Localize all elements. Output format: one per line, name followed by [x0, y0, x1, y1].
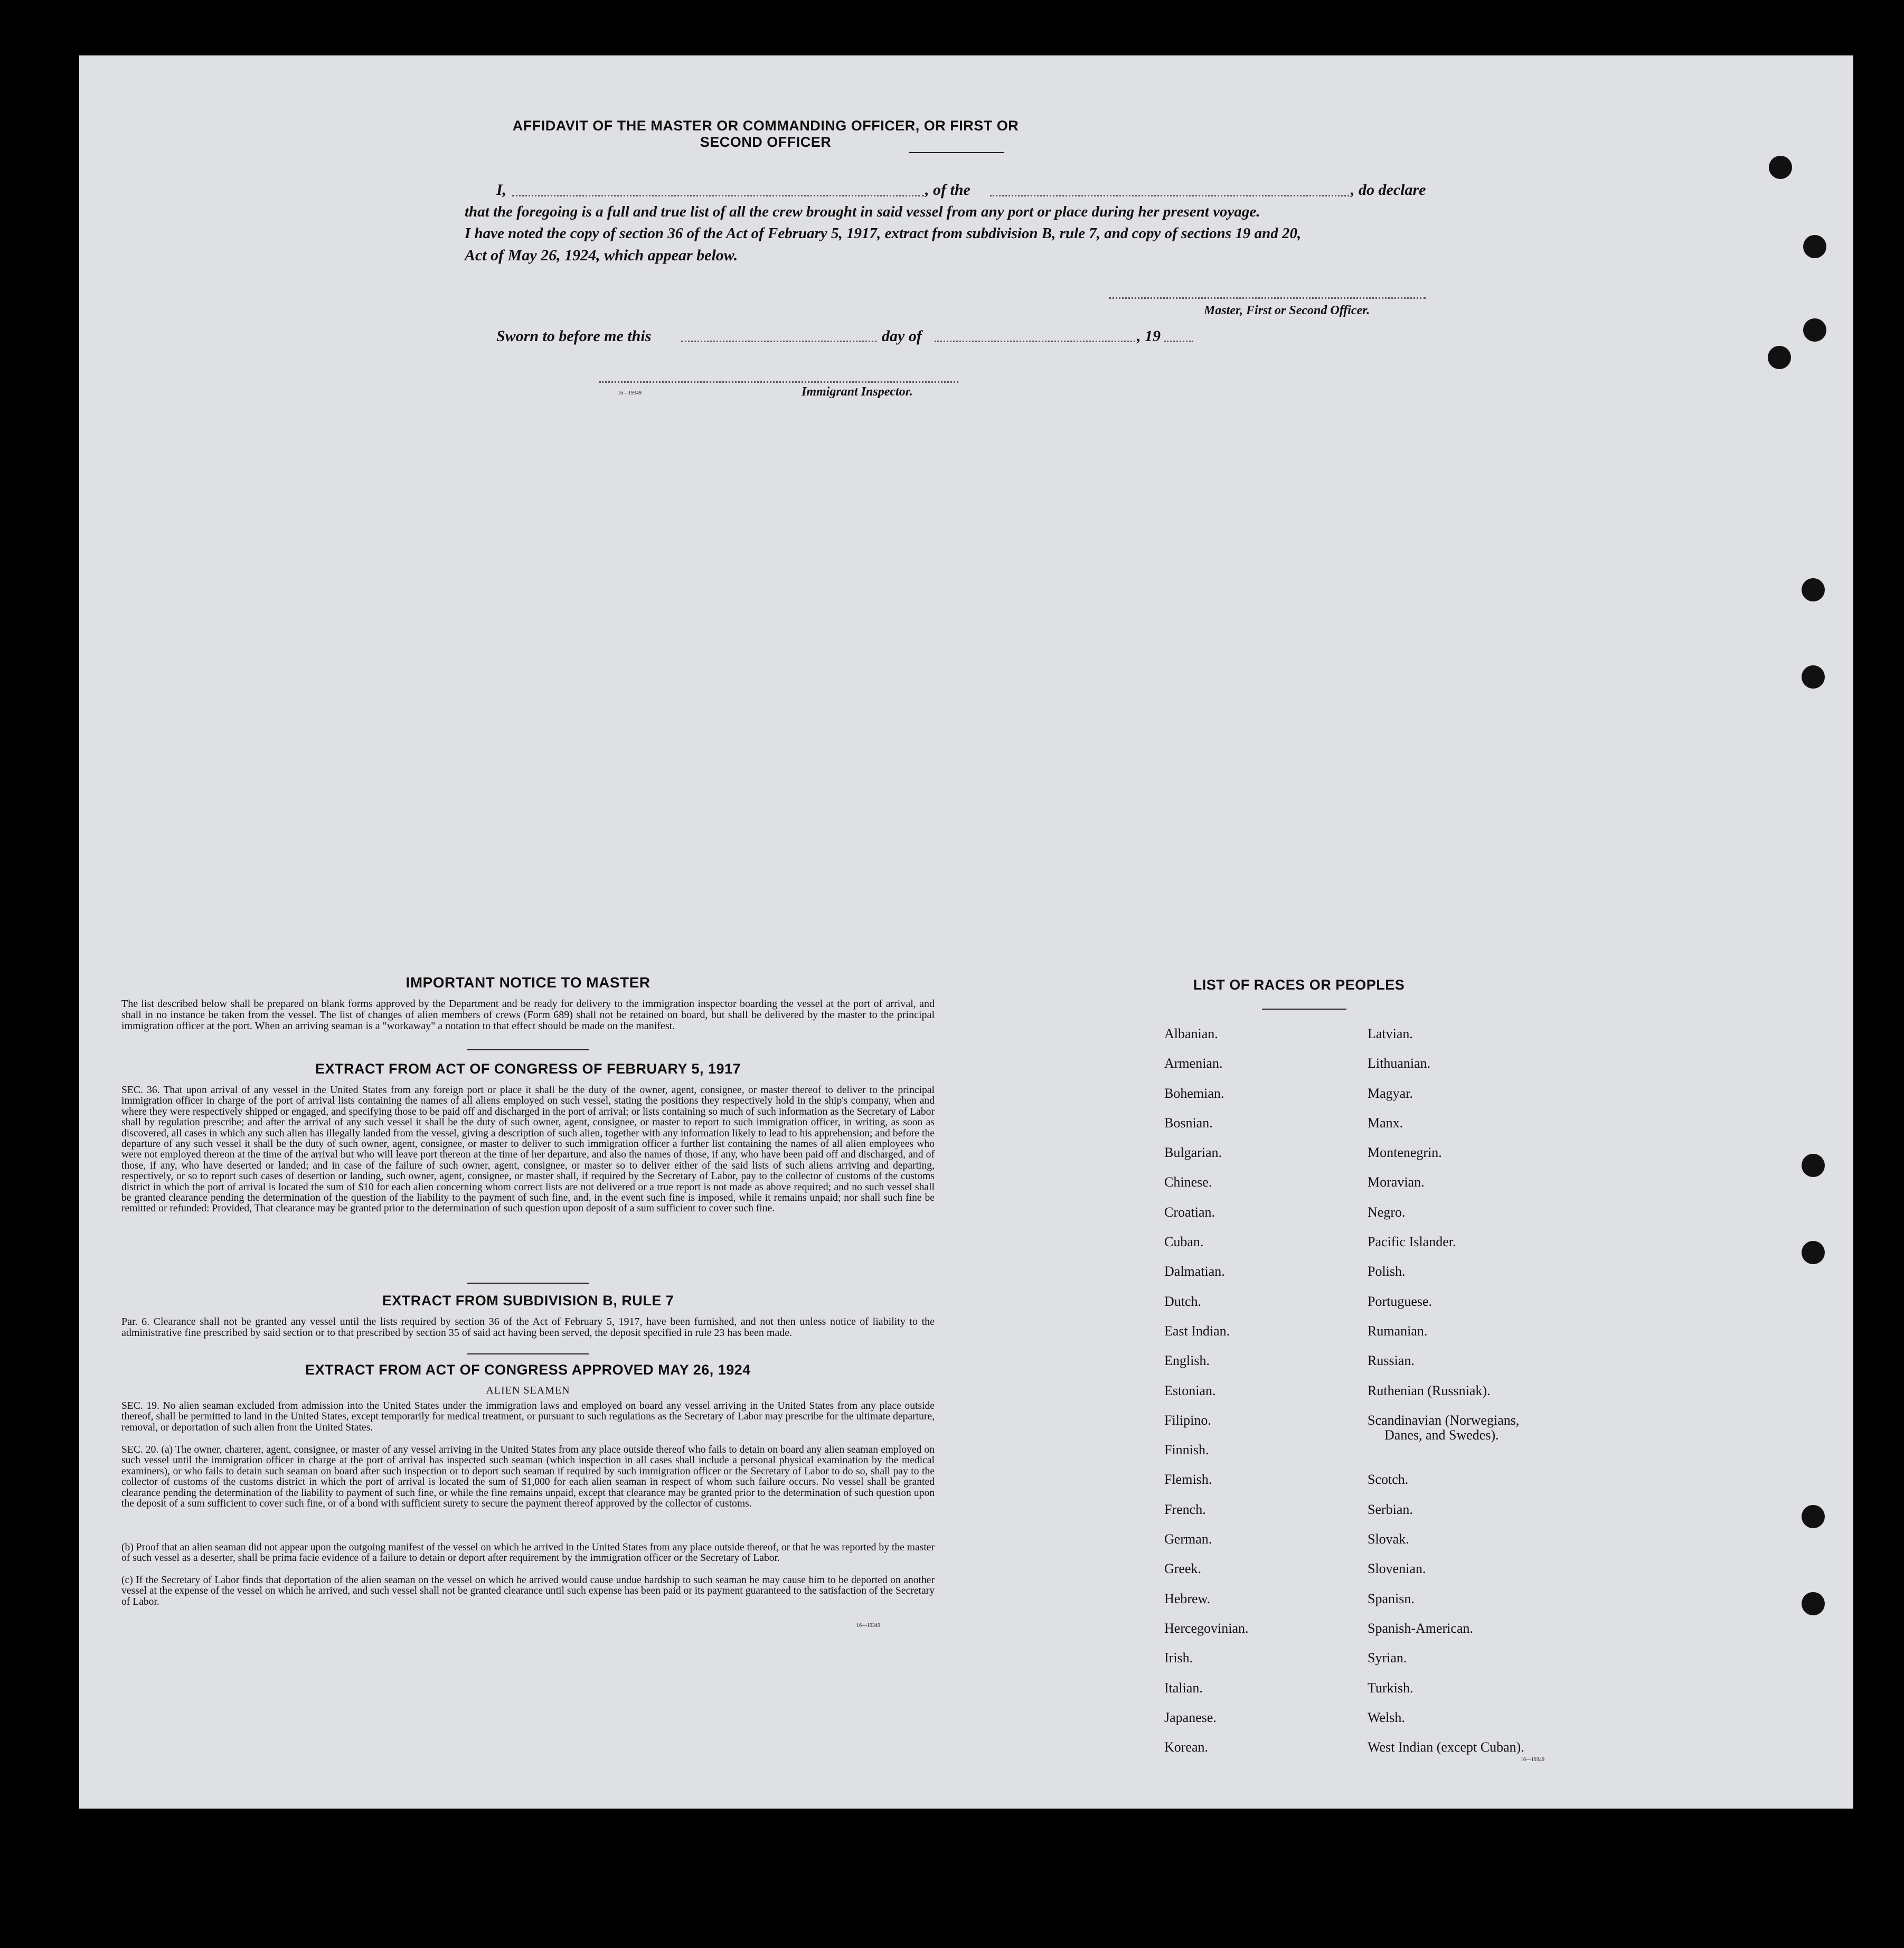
- races-left-column: [1164, 1026, 1323, 1769]
- race-item: Albanian.: [1164, 1026, 1218, 1041]
- punch-hole: [1803, 235, 1826, 258]
- races-divider: [1262, 1009, 1346, 1010]
- race-item: Finnish.: [1164, 1442, 1209, 1458]
- year-text: , 19: [1137, 327, 1161, 345]
- inspector-blank: [599, 381, 958, 383]
- title-divider: [909, 152, 1004, 153]
- race-item: Welsh.: [1368, 1709, 1405, 1725]
- sworn-text: Sworn to before me this: [496, 327, 652, 345]
- affidavit-form-number: 16—19349: [618, 390, 642, 396]
- race-item: Slovenian.: [1368, 1561, 1426, 1577]
- extract-1917-body: SEC. 36. That upon arrival of any vessel in the United States from any foreign port or place it shall be the duty of the owner, agent, consignee, or master thereof to deliver to the principal immigration officer in charge of the port of arrival lists containing the names of all aliens employed on such vessel, stating the positions they respectively hold in the ship's company, when and where they were respectively shipped or engaged, and specifying those to be paid off and discharged in the port of arrival; or lists containing so much of such information as the Secretary of Labor shall by regulation prescribe; and after the arrival of any such vessel it shall be the duty of such owner, agent, consignee, or master to report to such immigration officer, in writing, as soon as discovered, all cases in which any such alien has illegally landed from the vessel, giving a description of such alien, together with any information likely to lead to his apprehension; and before the departure of any such vessel it shall be the duty of such owner, agent, consignee, or master to deliver to such immigration officer a further list containing the names of all alien employees who were not employed thereon at the time of the arrival but who will leave port thereon at the time of her departure, and also the names of those, if any, who have been paid off and discharged, and of those, if any, who have deserted or landed; and in case of the failure of such owner, agent, consignee, or master so to deliver either of the said lists of such aliens arriving and departing, respectively, or so to report such cases of desertion or landing, such owner, agent, consignee, or master shall, if required by the Secretary of Labor, pay to the collector of customs of the customs district in which the port of arrival is located the sum of $10 for each alien concerning whom correct lists are not delivered or a true report is not made as above required; and no such vessel shall be granted clearance pending the determination of the question of the liability to the payment of such fine, and, in the event such fine is imposed, while it remains unpaid; nor shall such fine be remitted or refunded: Provided, That clearance may be granted prior to the determination of such question upon deposit of a sum sufficient to cover such fine.: [121, 1085, 935, 1215]
- race-item: Lithuanian.: [1368, 1056, 1431, 1071]
- affidavit-of-the: , of the: [925, 181, 970, 199]
- affidavit-line-4: Act of May 26, 1924, which appear below.: [465, 247, 738, 264]
- race-item: German.: [1164, 1531, 1212, 1547]
- year-blank: [1164, 341, 1193, 342]
- race-item: Latvian.: [1368, 1026, 1413, 1041]
- punch-hole: [1803, 318, 1826, 342]
- race-item: West Indian (except Cuban).: [1368, 1739, 1524, 1755]
- race-item: Danes, and Swedes).: [1384, 1427, 1499, 1443]
- punch-hole: [1769, 156, 1792, 179]
- race-item: Moravian.: [1368, 1174, 1425, 1190]
- race-item: English.: [1164, 1353, 1210, 1369]
- punch-hole: [1768, 346, 1791, 369]
- signature-caption: Master, First or Second Officer.: [1204, 304, 1370, 317]
- race-item: Bulgarian.: [1164, 1145, 1222, 1161]
- punch-hole: [1802, 1241, 1825, 1264]
- sec-20-c: (c) If the Secretary of Labor finds that deportation of the alien seaman on the vessel on which he arrived would cause undue hardship to such seaman he may cause him to be deported on another vessel at the expense of the vessel on which he arrived, and such vessel shall not be granted clearance until such expense has been paid or its payment guaranteed to the satisfaction of the Secretary of Labor.: [121, 1575, 935, 1607]
- affidavit-declare: , do declare: [1351, 181, 1426, 199]
- race-item: Negro.: [1368, 1204, 1406, 1220]
- extract-1917-title: EXTRACT FROM ACT OF CONGRESS OF FEBRUARY 5, 1917: [315, 1061, 741, 1077]
- race-item: Dalmatian.: [1164, 1264, 1225, 1279]
- name-blank: [512, 195, 924, 196]
- punch-hole: [1802, 1154, 1825, 1177]
- race-item: Filipino.: [1164, 1412, 1211, 1428]
- subdivision-b-body: Par. 6. Clearance shall not be granted any vessel until the lists required by section 36 of the Act of February 5, 1917, have been furnished, and not then unless notice of liability to the administrative fine prescribed by said section or to that prescribed by section 35 of said act having been served, the deposit specified in rule 23 has been made.: [121, 1316, 935, 1339]
- race-item: Estonian.: [1164, 1382, 1216, 1398]
- vessel-blank: [990, 195, 1349, 196]
- alien-seamen-subtitle: ALIEN SEAMEN: [486, 1385, 570, 1396]
- sworn-line: [496, 327, 1288, 349]
- month-blank: [935, 341, 1135, 342]
- race-item: Croatian.: [1164, 1204, 1215, 1220]
- extract-1924-title: EXTRACT FROM ACT OF CONGRESS APPROVED MAY 26, 1924: [305, 1362, 751, 1378]
- punch-hole: [1802, 578, 1825, 601]
- race-item: Irish.: [1164, 1650, 1193, 1666]
- race-item: Cuban.: [1164, 1234, 1204, 1250]
- day-of-text: day of: [882, 327, 922, 345]
- race-item: Magyar.: [1368, 1085, 1413, 1101]
- notice-divider: [467, 1049, 589, 1050]
- race-item: Rumanian.: [1368, 1323, 1428, 1339]
- day-blank: [681, 341, 876, 342]
- race-item: Polish.: [1368, 1264, 1406, 1279]
- race-item: Russian.: [1368, 1353, 1415, 1369]
- races-right-column: [1368, 1026, 1600, 1769]
- race-item: Armenian.: [1164, 1056, 1223, 1071]
- race-item: Hercegovinian.: [1164, 1620, 1249, 1636]
- race-item: French.: [1164, 1501, 1206, 1517]
- race-item: Japanese.: [1164, 1709, 1217, 1725]
- races-form-number: 16—19349: [1521, 1757, 1544, 1763]
- race-item: Korean.: [1164, 1739, 1209, 1755]
- race-item: Greek.: [1164, 1561, 1202, 1577]
- race-item: Dutch.: [1164, 1293, 1202, 1309]
- punch-hole: [1802, 1505, 1825, 1528]
- subdivision-b-title: EXTRACT FROM SUBDIVISION B, RULE 7: [382, 1293, 674, 1309]
- sec-19: SEC. 19. No alien seaman excluded from admission into the United States under the immigration laws and employed on board any vessel arriving in the United States from any place outside thereof, shall be permitted to land in the United States, except temporarily for medical treatment, or pursuant to such regulations as the Secretary of Labor may prescribe for the ultimate departure, removal, or deportation of such alien from the United States.: [121, 1400, 935, 1433]
- document-sheet: [79, 55, 1853, 1809]
- race-item: Serbian.: [1368, 1501, 1413, 1517]
- race-item: Syrian.: [1368, 1650, 1407, 1666]
- race-item: Pacific Islander.: [1368, 1234, 1456, 1250]
- races-title: LIST OF RACES OR PEOPLES: [1193, 977, 1405, 993]
- sec-20-b: (b) Proof that an alien seaman did not appear upon the outgoing manifest of the vessel on which he arrived in the United States from any place outside thereof, or that he was reported by the master of such vessel as a deserter, shall be prima facie evidence of a failure to detain or deport after requirement by the immigration officer or the Secretary of Labor.: [121, 1542, 935, 1564]
- race-item: Flemish.: [1164, 1472, 1212, 1488]
- sec-20-a: SEC. 20. (a) The owner, charterer, agent, consignee, or master of any vessel arriving in the United States from any place outside thereof who fails to detain on board any alien seaman employed on such vessel until the immigration officer in charge at the port of arrival has inspected such seaman (which inspection in all cases shall include a personal physical examination by the medical examiners), or who fails to detain such seaman on board after such inspection or to deport such seaman if required by such immigration officer or the Secretary of Labor to do so, shall pay to the collector of customs of the customs district in which the port of arrival is located the sum of $1,000 for each alien seaman in respect of whom such failure occurs. No vessel shall be granted clearance pending the determination of the liability to payment of such fine, or while the fine remains unpaid, except that clearance may be granted prior to the determination of such question upon the deposit of a sum sufficient to cover such fine, or of a bond with sufficient surety to secure the payment thereof approved by the collector of customs.: [121, 1444, 935, 1510]
- extract-form-number: 16—19349: [856, 1623, 880, 1629]
- race-item: Scotch.: [1368, 1472, 1409, 1488]
- race-item: Spanish-American.: [1368, 1620, 1474, 1636]
- race-item: Scandinavian (Norwegians,: [1368, 1412, 1520, 1428]
- notice-title: IMPORTANT NOTICE TO MASTER: [406, 974, 651, 991]
- race-item: Ruthenian (Russniak).: [1368, 1382, 1491, 1398]
- race-item: Slovak.: [1368, 1531, 1409, 1547]
- signature-blank: [1109, 297, 1426, 299]
- race-item: Italian.: [1164, 1680, 1203, 1696]
- affidavit-i: I,: [496, 181, 507, 199]
- race-item: Hebrew.: [1164, 1591, 1211, 1606]
- race-item: East Indian.: [1164, 1323, 1230, 1339]
- race-item: Spanisn.: [1368, 1591, 1415, 1606]
- race-item: Montenegrin.: [1368, 1145, 1442, 1161]
- affidavit-line-1: [496, 181, 1447, 202]
- affidavit-line-2: that the foregoing is a full and true list of all the crew brought in said vessel from any port or place during her present voyage.: [465, 203, 1260, 220]
- notice-body: The list described below shall be prepared on blank forms approved by the Department and be ready for delivery to the immigration inspector boarding the vessel at the port of arrival, and shall in no instance be taken from the vessel. The list of changes of alien members of crews (Form 689) shall not be retained on board, but shall be delivered by the master to the principal immigration officer at the port. When an arriving seaman is a "workaway" a notation to that effect should be made on the manifest.: [121, 998, 935, 1032]
- race-item: Bosnian.: [1164, 1115, 1213, 1131]
- extract-1917-divider: [467, 1283, 589, 1284]
- punch-hole: [1802, 665, 1825, 689]
- race-item: Chinese.: [1164, 1174, 1212, 1190]
- race-item: Portuguese.: [1368, 1293, 1432, 1309]
- inspector-caption: Immigrant Inspector.: [802, 385, 913, 399]
- affidavit-title: AFFIDAVIT OF THE MASTER OR COMMANDING OFFICER, OR FIRST OR SECOND OFFICER: [512, 118, 1019, 150]
- affidavit-line-3: I have noted the copy of section 36 of the Act of February 5, 1917, extract from subdivision B, rule 7, and copy of sections 19 and 20,: [465, 225, 1302, 242]
- punch-hole: [1802, 1592, 1825, 1615]
- race-item: Manx.: [1368, 1115, 1403, 1131]
- race-item: Bohemian.: [1164, 1085, 1224, 1101]
- subdivision-b-divider: [467, 1353, 589, 1354]
- race-item: Turkish.: [1368, 1680, 1413, 1696]
